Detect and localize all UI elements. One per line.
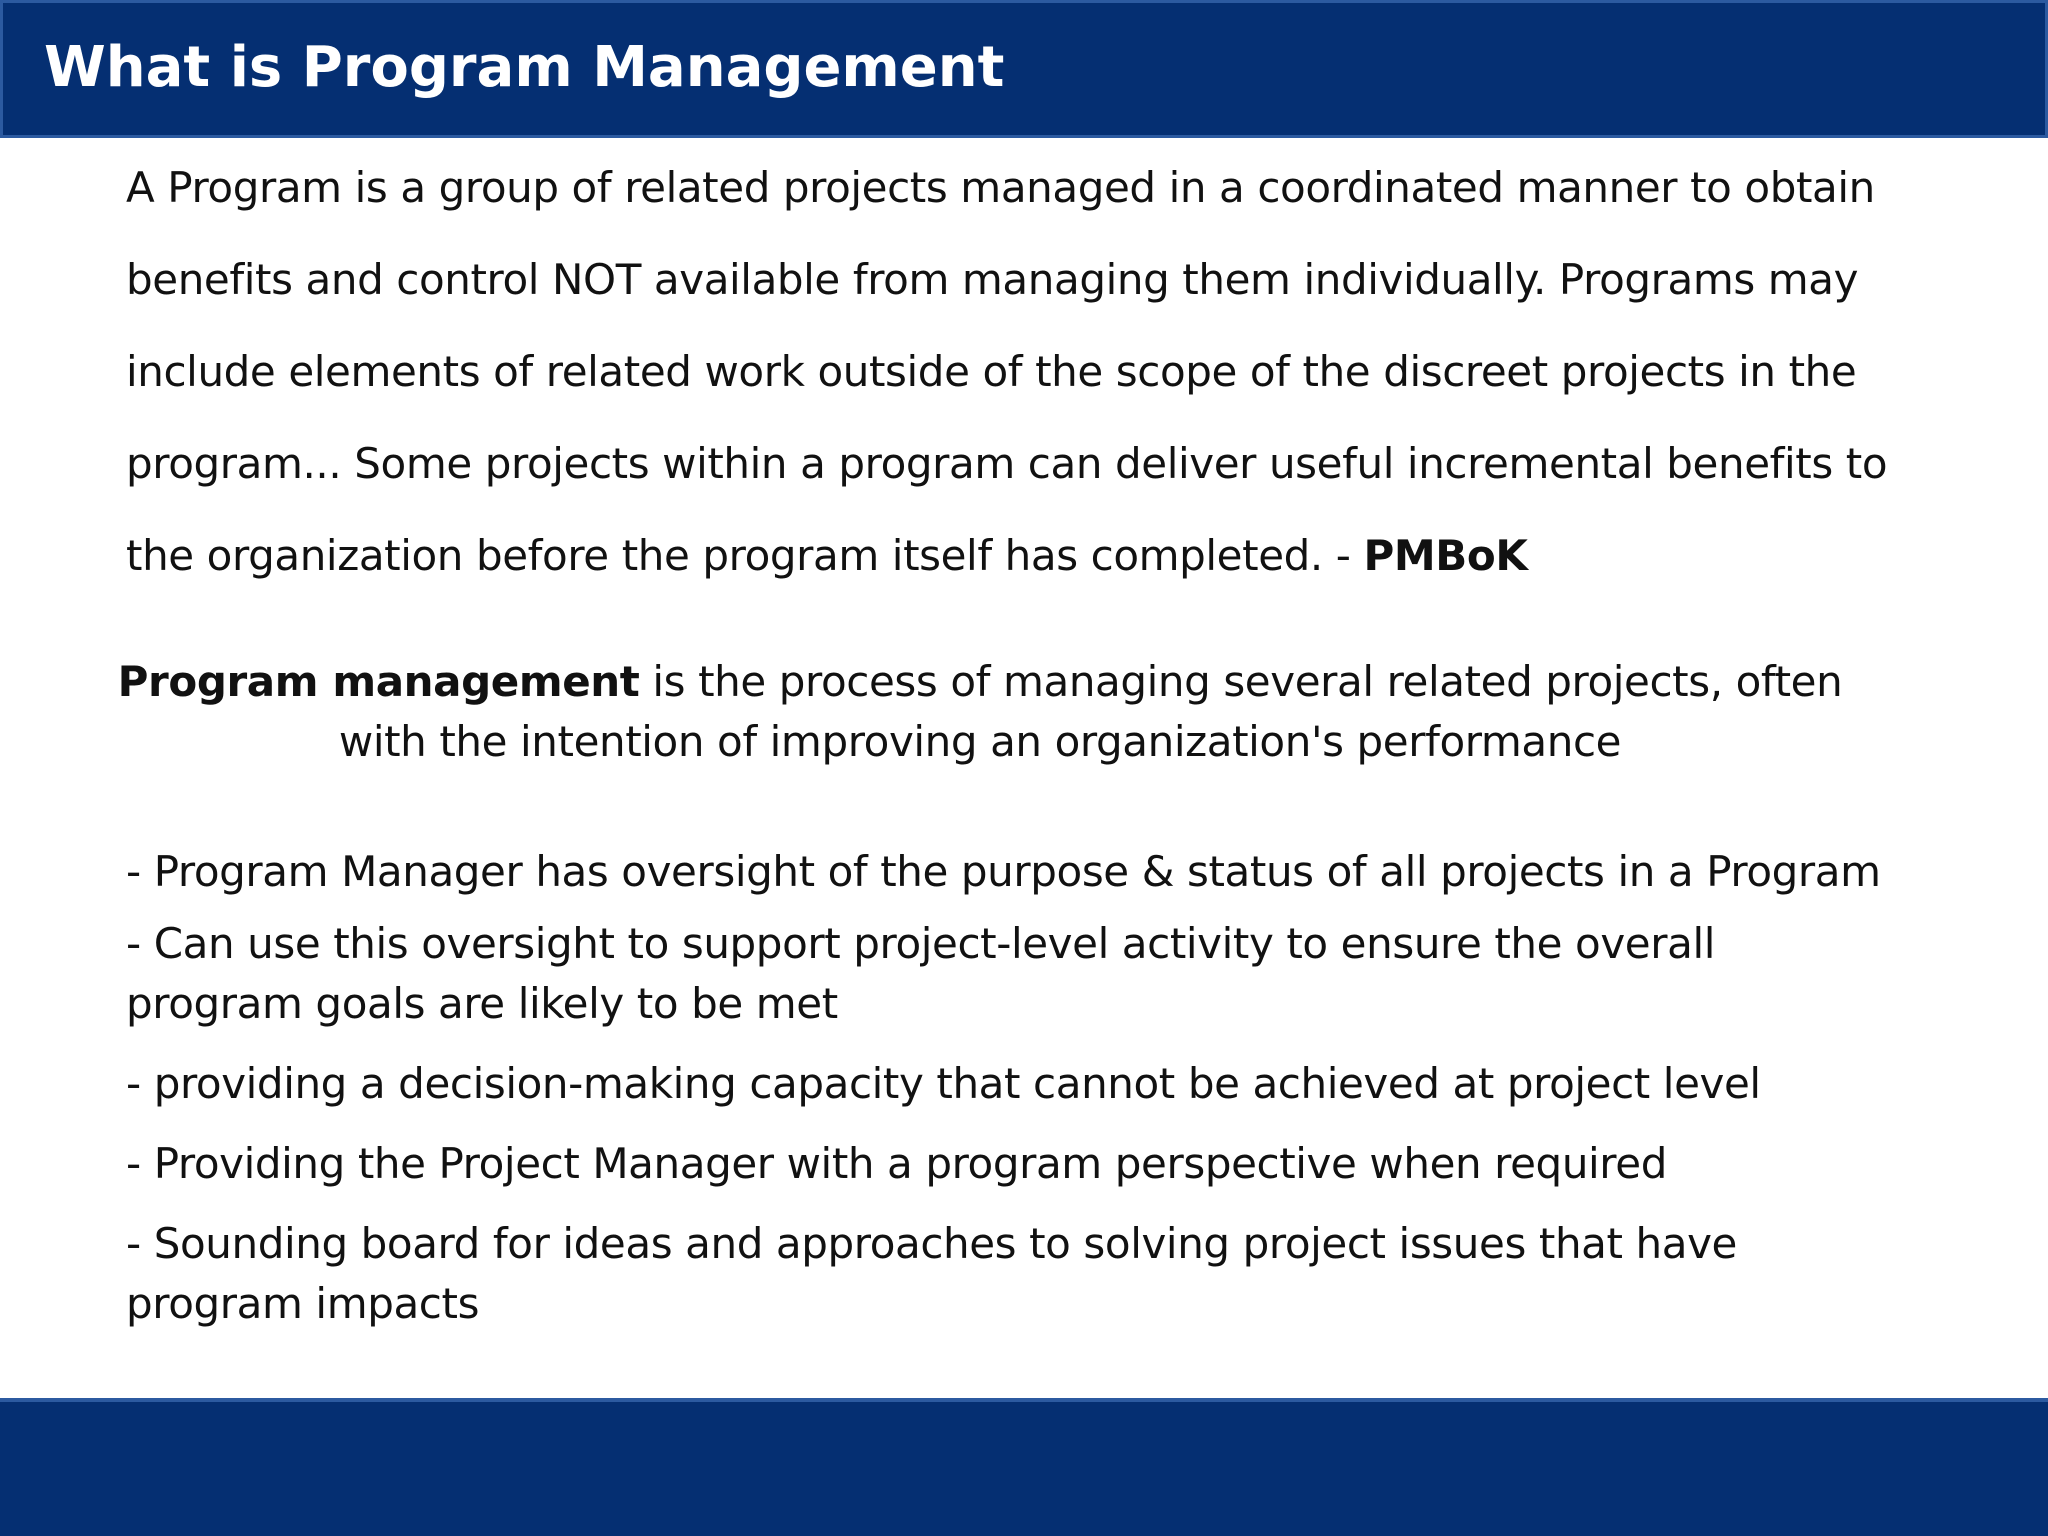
bullet-line: - Providing the Project Manager with a program perspective when required bbox=[126, 1139, 1667, 1188]
pm-statement-line: with the intention of improving an organization's performance bbox=[338, 717, 1622, 766]
bullet-item bbox=[126, 914, 1715, 1034]
program-management-statement bbox=[0, 652, 2048, 772]
bullet-item bbox=[126, 842, 1881, 902]
bullet-line: - Can use this oversight to support project-level activity to ensure the overall bbox=[126, 919, 1715, 968]
bullet-line: - providing a decision-making capacity that cannot be achieved at project level bbox=[126, 1059, 1761, 1108]
pm-line1-rest: is the process of managing several related projects, often bbox=[639, 657, 1843, 706]
definition-line: program... Some projects within a program can deliver useful incremental benefits to bbox=[126, 439, 1888, 488]
bullet-line: - Program Manager has oversight of the purpose & status of all projects in a Program bbox=[126, 847, 1881, 896]
bullet-line: program impacts bbox=[126, 1279, 480, 1328]
slide-title: What is Program Management bbox=[44, 35, 1005, 100]
definition-line-text: the organization before the program itself has completed. - bbox=[126, 531, 1364, 580]
bullet-item bbox=[126, 1134, 1667, 1194]
footer-band bbox=[0, 1398, 2048, 1536]
definition-line-last bbox=[126, 526, 1887, 618]
definition-source: PMBoK bbox=[1363, 531, 1528, 580]
bullet-line: - Sounding board for ideas and approaches to solving project issues that have bbox=[126, 1219, 1737, 1268]
program-definition bbox=[126, 158, 1887, 618]
definition-line: A Program is a group of related projects managed in a coordinated manner to obtain bbox=[126, 163, 1875, 212]
bullet-item bbox=[126, 1214, 1737, 1334]
definition-line: include elements of related work outside of the scope of the discreet projects in the bbox=[126, 347, 1857, 396]
bullet-line: program goals are likely to be met bbox=[126, 979, 838, 1028]
pm-statement-line bbox=[0, 652, 2048, 712]
bullet-item bbox=[126, 1054, 1761, 1114]
pm-term: Program management bbox=[117, 657, 640, 706]
definition-line: benefits and control NOT available from managing them individually. Programs may bbox=[126, 255, 1859, 304]
